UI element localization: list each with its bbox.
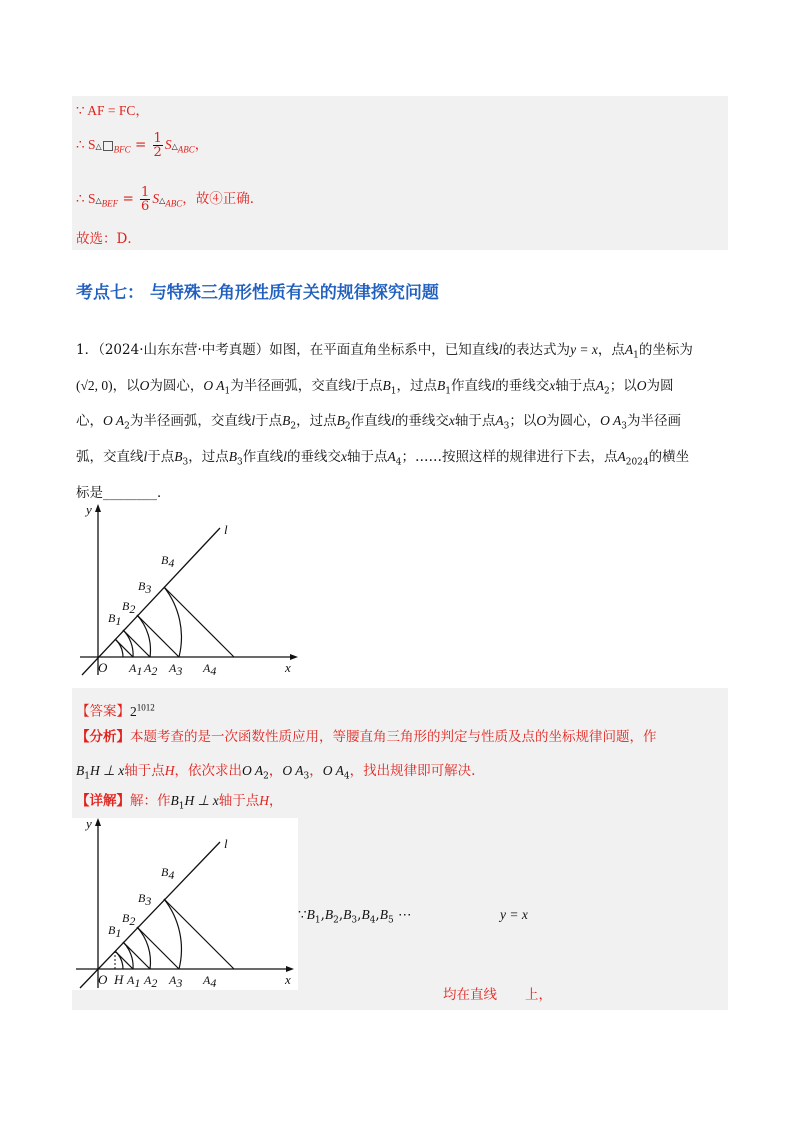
section-heading: 考点七： 与特殊三角形性质有关的规律探究问题 bbox=[76, 283, 439, 303]
perp-b4-end bbox=[164, 899, 234, 969]
arc-a4-b4 bbox=[164, 587, 181, 657]
label-y: y bbox=[86, 816, 92, 831]
detail-line-1: 【详解】解：作$B_1H$ ⊥ x轴于点H， bbox=[76, 793, 283, 812]
label-O: O bbox=[98, 972, 108, 987]
answer-blank: ________ bbox=[103, 484, 157, 501]
prev-choice: 故选：D． bbox=[76, 231, 141, 247]
analysis-line-2: $B_1H$ ⊥ x轴于点H，依次求出O $A_2$，O $A_3$，O $A_4$，找出规律即可解决. bbox=[76, 763, 476, 782]
prev-line-2: ∴ S△ $_{BFC}$ = $\frac{1}{2}$ $S\triangle_{ABC}$， bbox=[76, 131, 209, 160]
label-H: H bbox=[114, 972, 124, 987]
prev-line-3: ∴ $S\triangle_{BEF}$ = $\frac{1}{6}$ $S\triangle_{ABC}$，故④正确． bbox=[76, 185, 264, 214]
problem-line-3: 心，O $A_2$为半径画弧，交直线l于点$B_2$，过点$B_2$作直线l的垂线交x轴于点$A_3$；以O为圆心，O $A_3$为半径画 bbox=[76, 413, 681, 433]
problem-line-4: 弧，交直线l于点$B_3$，过点$B_3$作直线l的垂线交x轴于点$A_4$；……按照这样的规律进行下去，点$A_{2024}$的横坐 bbox=[76, 449, 690, 468]
label-A4: A4 bbox=[203, 973, 217, 990]
label-B2: B2 bbox=[122, 599, 136, 616]
detail-expr: y = x bbox=[500, 907, 528, 922]
fraction-one-half: $\frac{1}{2}$ bbox=[153, 131, 162, 160]
problem-text bbox=[76, 337, 726, 506]
detail-tail: 均在直线 上， bbox=[443, 987, 552, 1003]
answer-value: $2^{1012}$ bbox=[130, 702, 155, 719]
label-B1: B1 bbox=[108, 611, 122, 628]
label-B3: B3 bbox=[138, 579, 152, 596]
analysis-line-1: 【分析】本题考查的是一次函数性质应用，等腰直角三角形的判定与性质及点的坐标规律问题，作 bbox=[76, 729, 657, 745]
arc-a2-b2 bbox=[123, 630, 133, 657]
problem-figure bbox=[72, 500, 312, 680]
label-y: y bbox=[86, 502, 92, 517]
y-axis-arrow bbox=[95, 818, 101, 826]
label-B1: B1 bbox=[108, 923, 122, 940]
arc-a2-b2 bbox=[123, 942, 133, 969]
label-A4: A4 bbox=[203, 661, 217, 678]
perp-b4-end bbox=[164, 587, 234, 657]
y-axis-arrow bbox=[95, 504, 101, 512]
label-A2: A2 bbox=[144, 973, 158, 990]
label-B4: B4 bbox=[161, 865, 175, 882]
answer-line: 【答案】$2^{1012}$ bbox=[76, 702, 155, 720]
arc-a4-b4 bbox=[164, 899, 181, 969]
label-A3: A3 bbox=[169, 973, 183, 990]
arc-a1-b1 bbox=[115, 951, 123, 969]
label-l: l bbox=[224, 836, 228, 851]
prev-line-1: ∵ AF = FC， bbox=[76, 103, 149, 118]
arc-a1-b1 bbox=[115, 639, 123, 657]
problem-line-5: 标是________． bbox=[76, 484, 171, 501]
label-O: O bbox=[98, 660, 108, 675]
label-A3: A3 bbox=[169, 661, 183, 678]
label-A2: A2 bbox=[144, 661, 158, 678]
previous-solution-block bbox=[72, 96, 728, 250]
problem-line-1: 1．（2024·山东东营·中考真题）如图，在平面直角坐标系中，已知直线l的表达式为y = x，点$A_1$的坐标为 bbox=[76, 342, 693, 361]
label-A1: A1 bbox=[127, 973, 141, 990]
label-B3: B3 bbox=[138, 891, 152, 908]
label-x: x bbox=[285, 972, 291, 987]
problem-line-2: (√2, 0)，以O为圆心，O $A_1$为半径画弧，交直线l于点$B_1$，过点$B_1$作直线l的垂线交x轴于点$A_2$；以O为圆 bbox=[76, 377, 674, 397]
label-B4: B4 bbox=[161, 553, 175, 570]
label-l: l bbox=[224, 522, 228, 537]
label-B2: B2 bbox=[122, 911, 136, 928]
fraction-one-sixth: $\frac{1}{6}$ bbox=[141, 185, 150, 214]
detail-figure bbox=[72, 816, 304, 992]
label-A1: A1 bbox=[129, 661, 143, 678]
label-x: x bbox=[285, 660, 291, 675]
x-axis-arrow bbox=[290, 654, 298, 660]
detail-points-line: $\because B_1,B_2,B_3,B_4,B_5$ ⋯ bbox=[298, 907, 412, 926]
